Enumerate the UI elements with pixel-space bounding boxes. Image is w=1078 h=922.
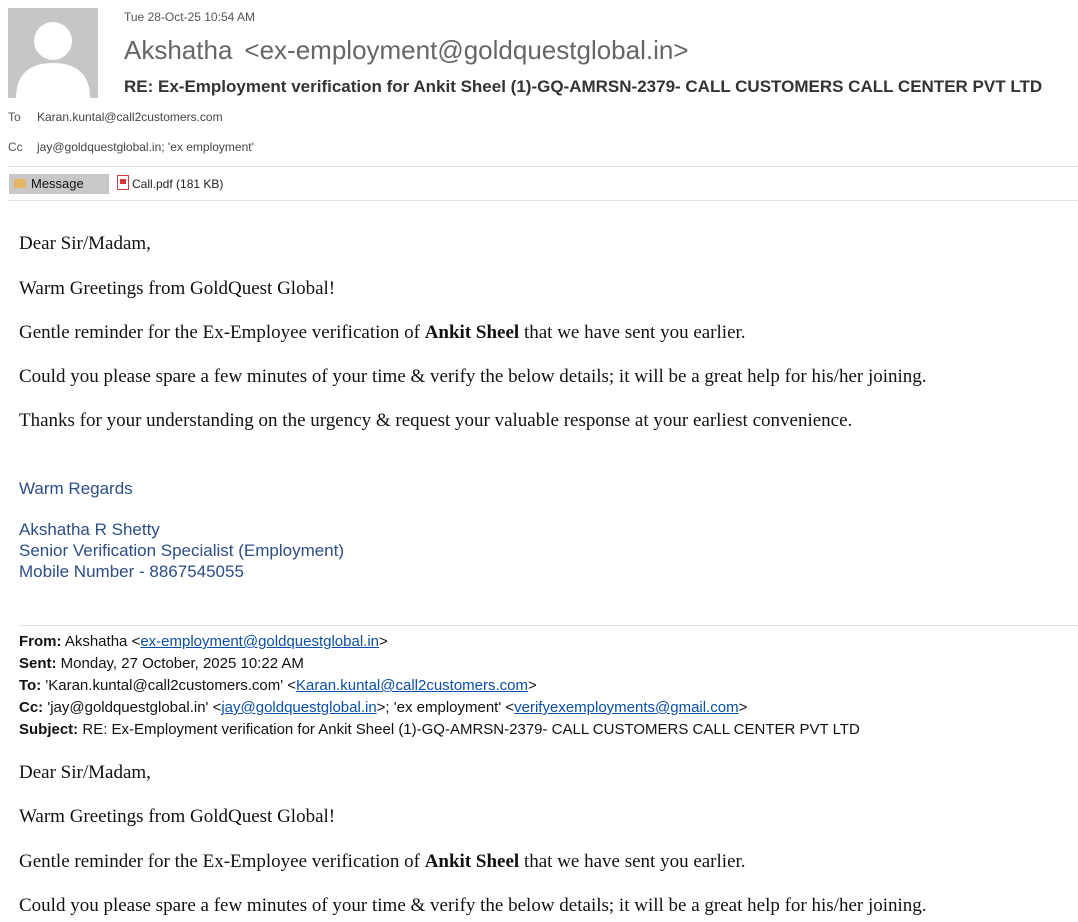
to-row — [8, 110, 223, 124]
header-divider — [8, 166, 1078, 167]
sent-label: Sent: — [19, 655, 57, 672]
fw-reminder-text: Gentle reminder for the Ex-Employee verification of — [19, 851, 425, 872]
fw-cc-mid: >; 'ex employment' < — [376, 699, 515, 716]
sender-email[interactable]: <ex-employment@goldquestglobal.in> — [244, 35, 689, 65]
signature-regards: Warm Regards — [19, 479, 133, 498]
cc-row — [8, 140, 254, 154]
fw-to-close: > — [528, 677, 537, 694]
fw-cc-label: Cc: — [19, 699, 44, 716]
sender-line — [124, 35, 689, 66]
body-warm-greetings: Warm Greetings from GoldQuest Global! — [19, 278, 336, 299]
message-tab[interactable] — [9, 174, 109, 194]
fw-cc-name1: 'jay@goldquestglobal.in' < — [43, 699, 222, 716]
candidate-name: Ankit Sheel — [424, 322, 520, 343]
reminder-text: Gentle reminder for the Ex-Employee verification of — [19, 322, 425, 343]
pdf-icon — [117, 175, 129, 190]
body-greeting: Dear Sir/Madam, — [19, 233, 151, 254]
email-subject: RE: Ex-Employment verification for Ankit Sheel (1)-GQ-AMRSN-2379- CALL CUSTOMERS CALL CENTER PVT LTD — [124, 77, 1043, 96]
to-label: To — [8, 110, 21, 124]
body-reminder — [19, 322, 746, 344]
fw-to-name: 'Karan.kuntal@call2customers.com' < — [41, 677, 297, 694]
forward-to — [19, 677, 537, 694]
fw-subject-value: RE: Ex-Employment verification for Ankit Sheel (1)-GQ-AMRSN-2379- CALL CUSTOMERS CALL CENTER PVT LTD — [78, 721, 860, 738]
fw-to-label: To: — [19, 677, 42, 694]
fw-cc-email1-link[interactable]: jay@goldquestglobal.in — [221, 699, 377, 716]
forward-greeting: Dear Sir/Madam, — [19, 762, 151, 783]
cc-recipients[interactable]: jay@goldquestglobal.in; 'ex employment' — [37, 140, 254, 154]
sent-timestamp: Tue 28-Oct-25 10:54 AM — [124, 10, 255, 24]
body-thanks: Thanks for your understanding on the urgency & request your valuable response at your earliest convenience. — [19, 410, 853, 431]
from-close: > — [379, 633, 388, 650]
forward-divider — [19, 625, 1078, 626]
reminder-text-end: that we have sent you earlier. — [519, 322, 746, 343]
fw-candidate-name: Ankit Sheel — [424, 851, 520, 872]
sender-name[interactable]: Akshatha — [124, 35, 233, 65]
signature-mobile: Mobile Number - 8867545055 — [19, 562, 244, 581]
attachment-call-pdf[interactable] — [117, 175, 223, 193]
sender-avatar — [8, 8, 98, 98]
attachment-size: (181 KB) — [176, 177, 224, 191]
from-email-link[interactable]: ex-employment@goldquestglobal.in — [140, 633, 380, 650]
body-request: Could you please spare a few minutes of your time & verify the below details; it will be a great help for his/her joining. — [19, 366, 927, 387]
from-label: From: — [19, 633, 62, 650]
sent-value: Monday, 27 October, 2025 10:22 AM — [56, 655, 304, 672]
fw-subject-label: Subject: — [19, 721, 79, 738]
forward-from — [19, 633, 388, 650]
to-recipient[interactable]: Karan.kuntal@call2customers.com — [37, 110, 223, 124]
message-tab-label: Message — [31, 176, 84, 191]
fw-reminder-text-end: that we have sent you earlier. — [519, 851, 746, 872]
cc-label: Cc — [8, 140, 23, 154]
forward-subject — [19, 721, 860, 738]
attachment-name: Call.pdf — [132, 177, 173, 191]
signature-name: Akshatha R Shetty — [19, 520, 160, 539]
fw-cc-email2-link[interactable]: verifyexemployments@gmail.com — [514, 699, 739, 716]
forward-reminder — [19, 851, 746, 873]
from-name: Akshatha < — [61, 633, 141, 650]
forward-warm-greetings: Warm Greetings from GoldQuest Global! — [19, 806, 336, 827]
fw-cc-close: > — [738, 699, 748, 716]
attachment-divider — [8, 200, 1078, 201]
fw-to-email-link[interactable]: Karan.kuntal@call2customers.com — [296, 677, 529, 694]
forward-cc — [19, 699, 747, 716]
signature-title: Senior Verification Specialist (Employment) — [19, 541, 345, 560]
forward-sent — [19, 655, 304, 672]
envelope-icon — [14, 179, 26, 188]
person-icon — [8, 8, 98, 98]
forward-request: Could you please spare a few minutes of your time & verify the below details; it will be a great help for his/her joining. — [19, 895, 927, 916]
